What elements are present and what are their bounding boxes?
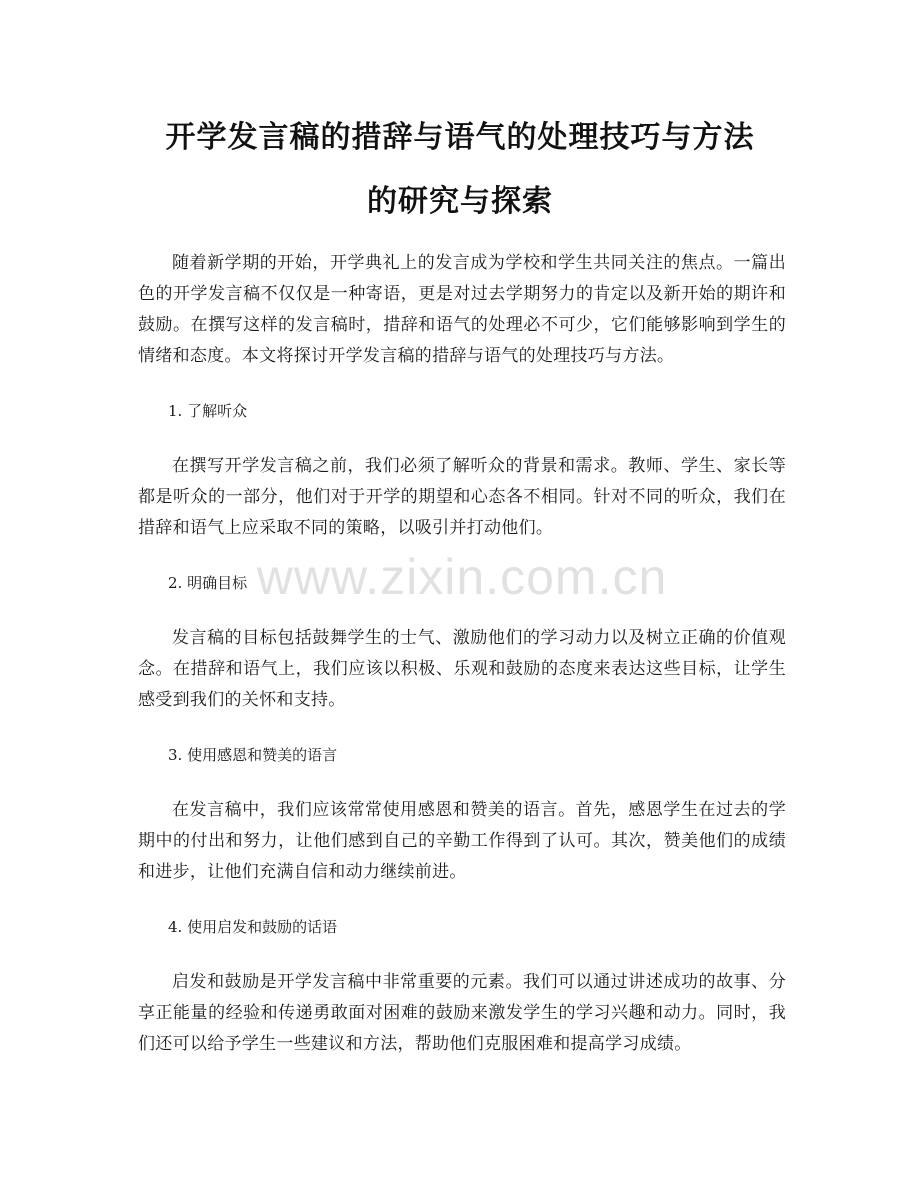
section-body-4: 启发和鼓励是开学发言稿中非常重要的元素。我们可以通过讲述成功的故事、分享正能量的经验和传递勇敢面对困难的鼓励来激发学生的学习兴趣和动力。同时，我们还可以给予学生一些建议和方法，帮助他们克服困难和提高学习成绩。	[138, 972, 786, 1054]
page-title-line-1: 开学发言稿的措辞与语气的处理技巧与方法	[165, 120, 755, 155]
page-title	[100, 106, 820, 234]
section-heading-1: 1. 了解听众	[168, 402, 248, 420]
section-body-2: 发言稿的目标包括鼓舞学生的士气、激励他们的学习动力以及树立正确的价值观念。在措辞和语气上，我们应该以积极、乐观和鼓励的态度来表达这些目标，让学生感受到我们的关怀和支持。	[138, 628, 786, 710]
intro-paragraph: 随着新学期的开始，开学典礼上的发言成为学校和学生共同关注的焦点。一篇出色的开学发言稿不仅仅是一种寄语，更是对过去学期努力的肯定以及新开始的期许和鼓励。在撰写这样的发言稿时，措辞和语气的处理必不可少，它们能够影响到学生的情绪和态度。本文将探讨开学发言稿的措辞与语气的处理技巧与方法。	[138, 253, 786, 366]
section-body-3: 在发言稿中，我们应该常常使用感恩和赞美的语言。首先，感恩学生在过去的学期中的付出和努力，让他们感到自己的辛勤工作得到了认可。其次，赞美他们的成绩和进步，让他们充满自信和动力继续前进。	[138, 800, 786, 882]
document-body	[138, 248, 786, 1084]
section-body-1: 在撰写开学发言稿之前，我们必须了解听众的背景和需求。教师、学生、家长等都是听众的一部分，他们对于开学的期望和心态各不相同。针对不同的听众，我们在措辞和语气上应采取不同的策略，以吸引并打动他们。	[138, 456, 786, 538]
section-heading-4: 4. 使用启发和鼓励的话语	[168, 918, 338, 936]
section-heading-2: 2. 明确目标	[168, 574, 248, 592]
section-heading-3: 3. 使用感恩和赞美的语言	[168, 746, 338, 764]
page-title-line-2: 的研究与探索	[367, 184, 553, 219]
watermark: www.zixin.com.cn	[256, 549, 668, 605]
